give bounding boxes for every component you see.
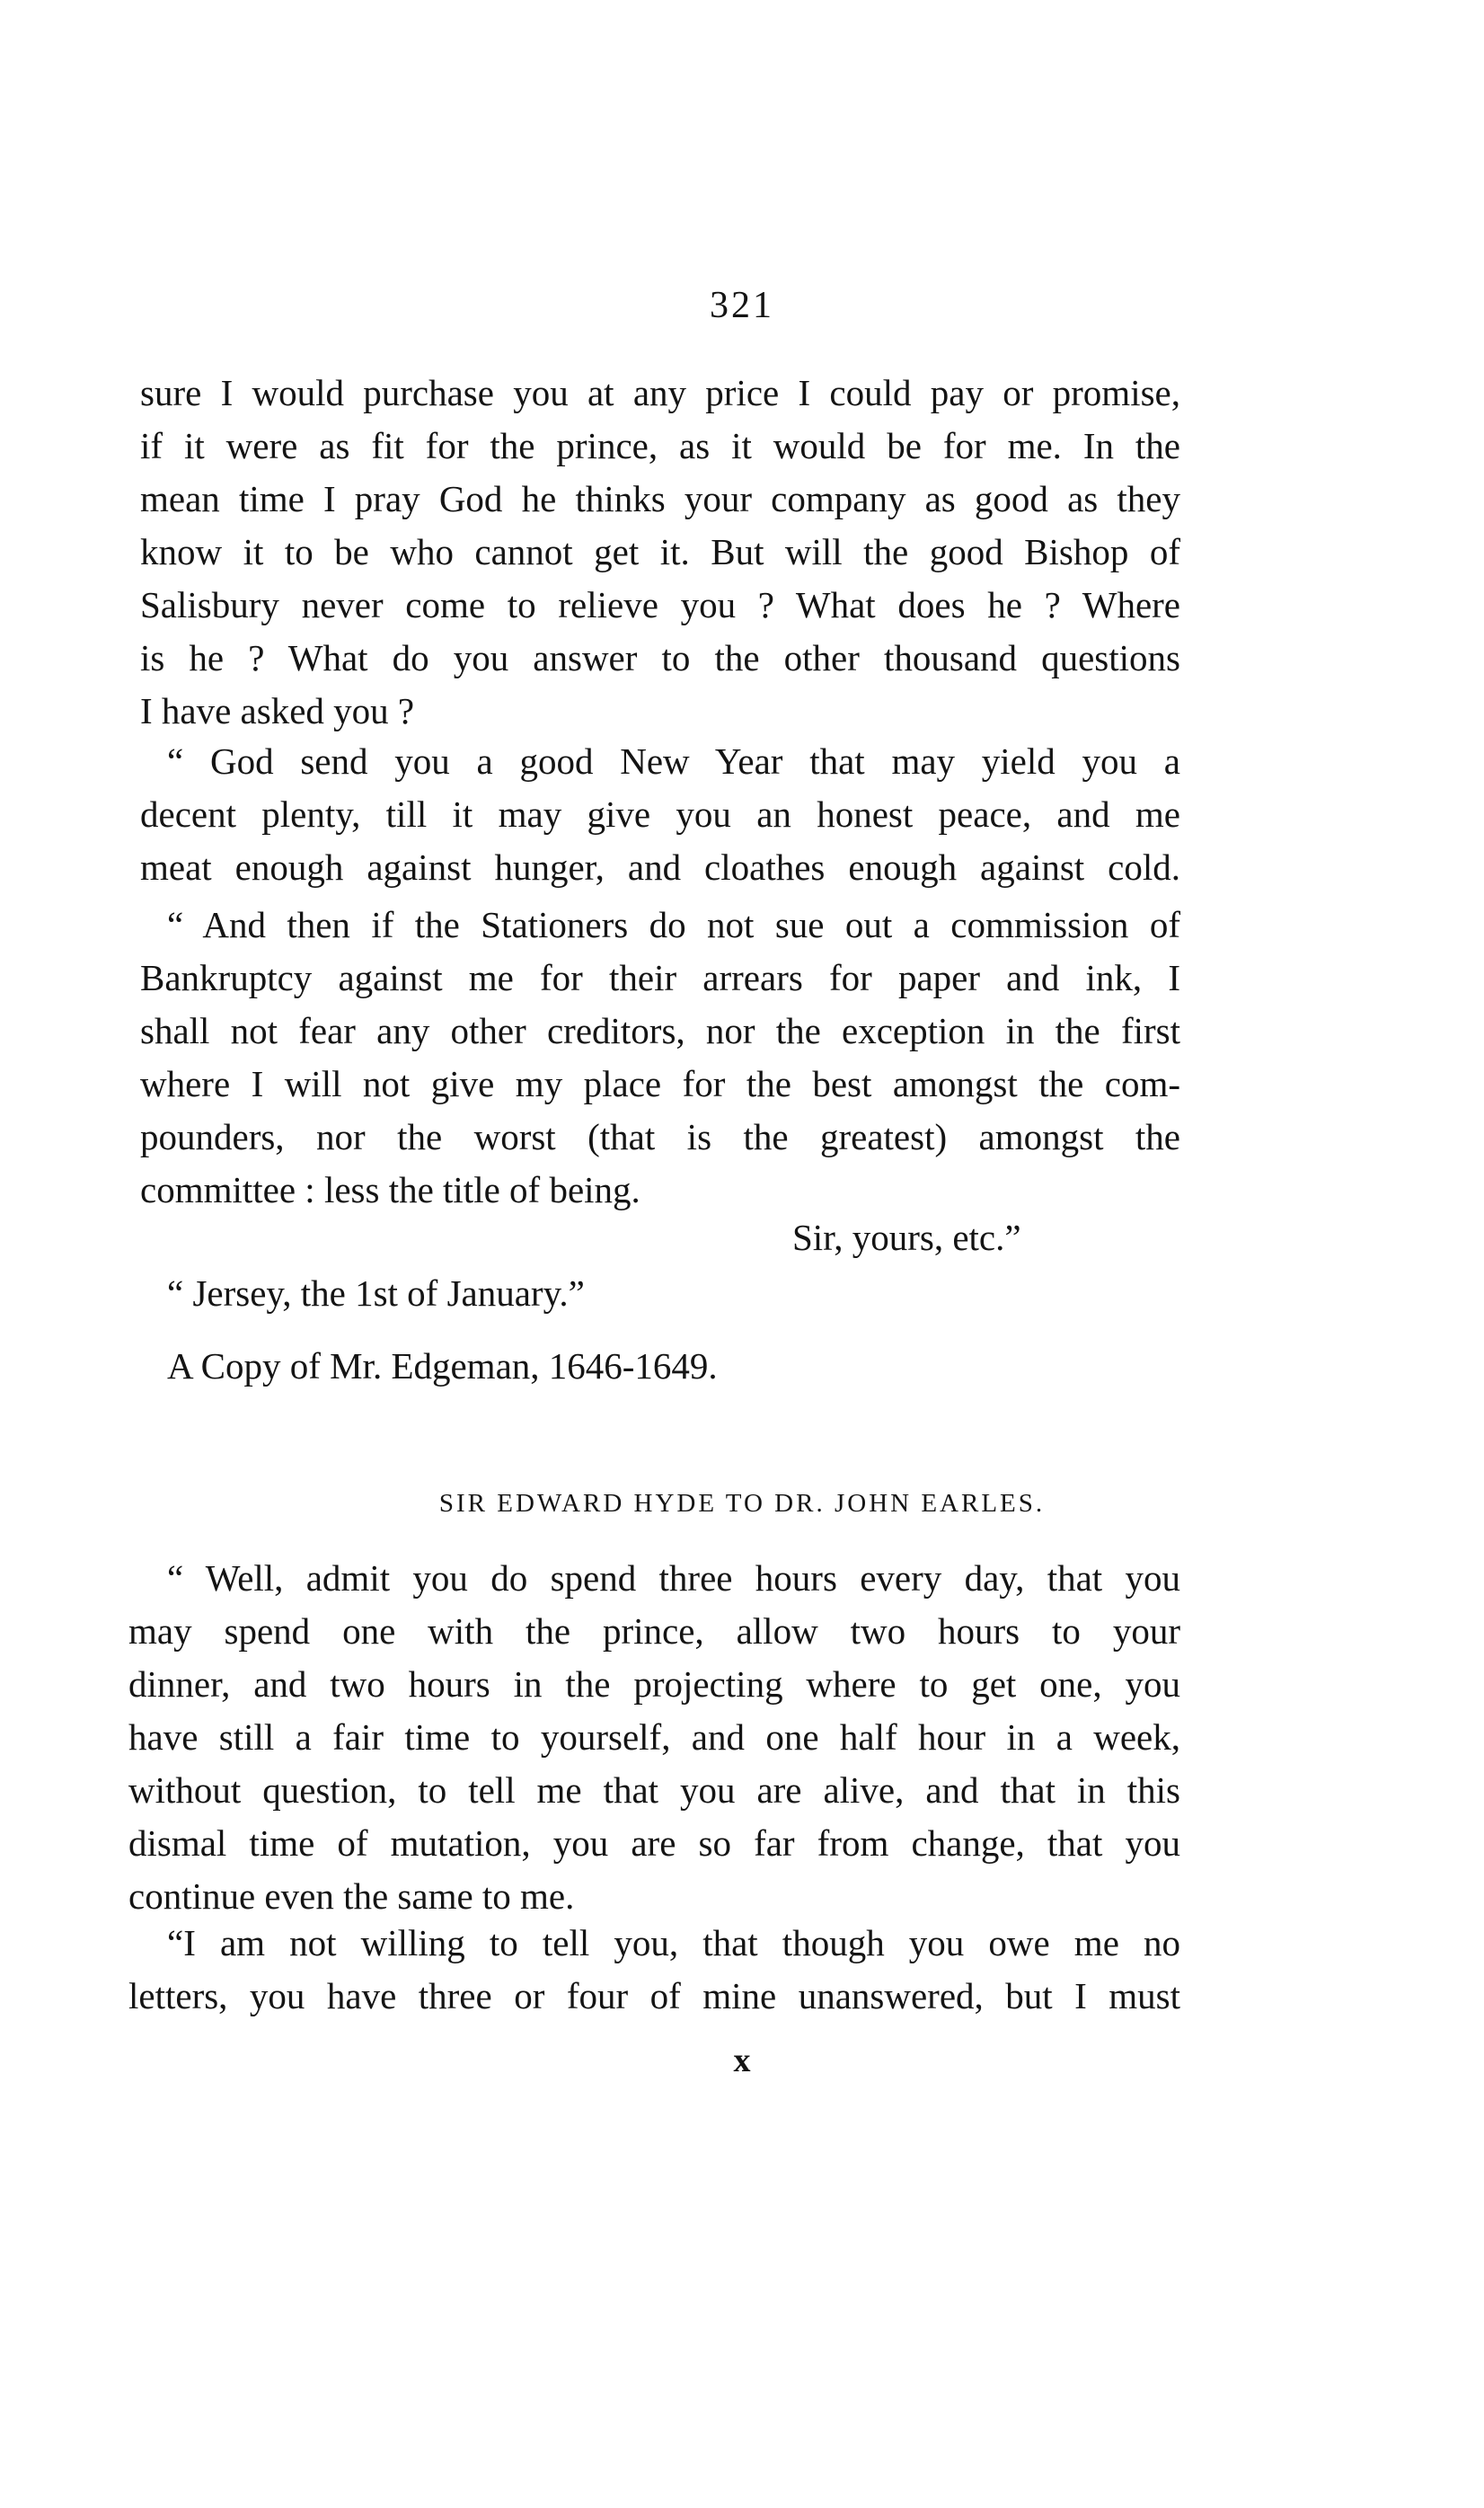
text-line: meat enough against hunger, and cloathes enough against cold. [140, 846, 1180, 888]
letter1-paragraph-1 [140, 367, 1180, 738]
text-line: sure I would purchase you at any price I could pay or promise, [140, 372, 1180, 413]
text-line: I have asked you ? [140, 690, 415, 731]
letter2-paragraph-1 [128, 1552, 1180, 1923]
text-line: continue even the same to me. [128, 1875, 575, 1917]
text-line: without question, to tell me that you are alive, and that in this [128, 1769, 1180, 1811]
text-line: committee : less the title of being. [140, 1169, 640, 1210]
text-line: know it to be who cannot get it. But will the good Bishop of [140, 531, 1180, 572]
catchword: x [733, 2042, 751, 2079]
page-number: 321 [710, 285, 774, 326]
text-line: dinner, and two hours in the projecting where to get one, you [128, 1663, 1180, 1705]
letter-signoff: Sir, yours, etc.” [792, 1217, 1021, 1258]
text-line: shall not fear any other creditors, nor the exception in the first [140, 1010, 1180, 1051]
letter2-paragraph-2 [128, 1917, 1180, 2023]
text-line: “ Well, admit you do spend three hours every day, that you [167, 1557, 1180, 1599]
text-line: mean time I pray God he thinks your company as good as they [140, 478, 1180, 519]
text-line: if it were as fit for the prince, as it would be for me. In the [140, 425, 1180, 466]
letter-place-date: “ Jersey, the 1st of January.” [167, 1272, 585, 1314]
source-note: A Copy of Mr. Edgeman, 1646-1649. [167, 1345, 718, 1387]
text-line: “ God send you a good New Year that may yield you a [167, 740, 1180, 782]
text-line: decent plenty, till it may give you an honest peace, and me [140, 793, 1180, 835]
text-line: Bankruptcy against me for their arrears for paper and ink, I [140, 957, 1180, 998]
text-line: have still a fair time to yourself, and one half hour in a week, [128, 1716, 1180, 1758]
section-heading: SIR EDWARD HYDE TO DR. JOHN EARLES. [438, 1489, 1046, 1518]
letter1-paragraph-3 [140, 899, 1180, 1217]
letter1-paragraph-2 [140, 735, 1180, 894]
text-line: is he ? What do you answer to the other thousand questions [140, 637, 1180, 678]
text-line: Salisbury never come to relieve you ? What does he ? Where [140, 584, 1180, 625]
text-line: dismal time of mutation, you are so far from change, that you [128, 1822, 1180, 1864]
text-line: may spend one with the prince, allow two hours to your [128, 1610, 1180, 1652]
text-line: “I am not willing to tell you, that though you owe me no [167, 1922, 1180, 1963]
text-line: “ And then if the Stationers do not sue out a commission of [167, 904, 1180, 945]
text-line: pounders, nor the worst (that is the greatest) amongst the [140, 1116, 1180, 1157]
text-line: where I will not give my place for the best amongst the com- [140, 1063, 1180, 1104]
text-line: letters, you have three or four of mine unanswered, but I must [128, 1975, 1180, 2016]
